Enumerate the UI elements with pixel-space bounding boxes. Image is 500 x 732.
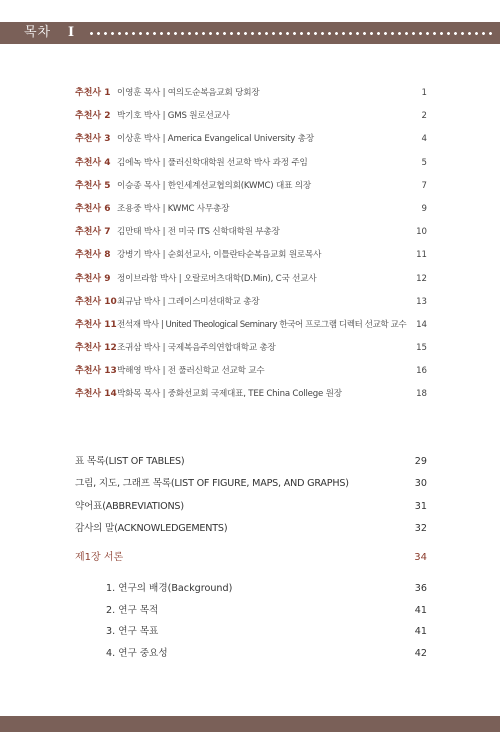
toc-row[interactable] bbox=[75, 621, 427, 643]
toc-text: 약어표(ABBREVIATIONS) bbox=[75, 500, 184, 512]
page-number: 7 bbox=[421, 180, 427, 191]
recommendation-list bbox=[75, 82, 427, 407]
toc-row[interactable] bbox=[75, 473, 427, 495]
toc-text: 그림, 지도, 그래프 목록(LIST OF FIGURE, MAPS, AND GRAPHS) bbox=[75, 478, 349, 490]
toc-row[interactable] bbox=[75, 337, 427, 360]
page-number: 4 bbox=[421, 134, 427, 145]
rec-text: 전석재 박사 | United Theological Seminary 한국어 프로그램 디렉터 선교학 교수 bbox=[117, 319, 407, 330]
section-title: 3. 연구 목표 bbox=[106, 626, 159, 637]
toc-text: 감사의 말(ACKNOWLEDGEMENTS) bbox=[75, 522, 228, 534]
toc-row[interactable] bbox=[75, 383, 427, 406]
rec-label: 추천사 7 bbox=[75, 227, 111, 238]
front-matter-list bbox=[75, 451, 427, 540]
toc-row[interactable] bbox=[75, 314, 427, 337]
toc-row[interactable] bbox=[75, 518, 427, 540]
section-title: 1. 연구의 배경(Background) bbox=[106, 583, 233, 594]
section-title: 4. 연구 중요성 bbox=[106, 647, 168, 659]
page-number: 2 bbox=[421, 111, 427, 122]
page-number: 12 bbox=[416, 273, 427, 284]
rec-text: 박기호 박사 | GMS 원로선교사 bbox=[117, 111, 230, 122]
toc-row[interactable] bbox=[75, 496, 427, 518]
rec-label: 추천사 14 bbox=[75, 389, 117, 400]
page-number: 29 bbox=[414, 456, 427, 467]
rec-text: 이승종 목사 | 한인세계선교협의회(KWMC) 대표 의장 bbox=[117, 180, 311, 191]
toc-row[interactable] bbox=[75, 291, 427, 314]
rec-text: 이상훈 박사 | America Evangelical University 총장 bbox=[117, 134, 314, 145]
header-bar bbox=[0, 22, 500, 44]
header-numeral: I bbox=[68, 25, 75, 40]
rec-text: 조귀삼 박사 | 국제복음주의연합대학교 총장 bbox=[117, 343, 276, 354]
page-number: 14 bbox=[416, 319, 427, 330]
rec-text: 김에녹 박사 | 풀러신학대학원 선교학 박사 과정 주임 bbox=[117, 157, 308, 168]
page-number: 18 bbox=[416, 389, 427, 400]
rec-label: 추천사 1 bbox=[75, 88, 111, 98]
rec-text: 정이브라함 박사 | 오랄로버츠대학(D.Min), C국 선교사 bbox=[117, 273, 317, 284]
page-number: 9 bbox=[421, 203, 427, 214]
rec-label: 추천사 3 bbox=[75, 134, 111, 145]
page-number: 10 bbox=[416, 227, 427, 238]
rec-label: 추천사 10 bbox=[75, 296, 117, 307]
page-number: 15 bbox=[416, 343, 427, 354]
header-dotted-line bbox=[88, 32, 492, 35]
toc-row[interactable] bbox=[75, 152, 427, 175]
page-number: 34 bbox=[414, 552, 427, 563]
toc-text: 표 목록(LIST OF TABLES) bbox=[75, 456, 185, 467]
toc-row[interactable] bbox=[75, 198, 427, 221]
page-number: 42 bbox=[414, 647, 427, 659]
footer-bar bbox=[0, 716, 500, 732]
rec-text: 최규남 박사 | 그레이스미션대학교 총장 bbox=[117, 296, 260, 307]
rec-label: 추천사 6 bbox=[75, 203, 111, 214]
page-number: 31 bbox=[414, 500, 427, 512]
rec-label: 추천사 8 bbox=[75, 250, 111, 261]
toc-row[interactable] bbox=[75, 600, 427, 622]
page-number: 30 bbox=[414, 478, 427, 490]
toc-row[interactable] bbox=[75, 268, 427, 291]
section-list bbox=[75, 578, 427, 664]
page-number: 13 bbox=[416, 296, 427, 307]
rec-text: 이영훈 목사 | 여의도순복음교회 당회장 bbox=[117, 88, 260, 98]
rec-text: 조용중 박사 | KWMC 사무총장 bbox=[117, 203, 230, 214]
toc-row[interactable] bbox=[75, 221, 427, 244]
rec-label: 추천사 11 bbox=[75, 319, 117, 330]
rec-label: 추천사 2 bbox=[75, 111, 111, 122]
page-number: 41 bbox=[414, 604, 427, 616]
toc-row[interactable] bbox=[75, 105, 427, 128]
toc-row[interactable] bbox=[75, 643, 427, 665]
page-number: 32 bbox=[414, 522, 427, 534]
rec-text: 박해영 박사 | 전 풀러신학교 선교학 교수 bbox=[117, 366, 265, 377]
rec-label: 추천사 12 bbox=[75, 343, 117, 354]
page-number: 16 bbox=[416, 366, 427, 377]
page-number: 41 bbox=[414, 626, 427, 637]
page-number: 36 bbox=[414, 583, 427, 594]
section-title: 2. 연구 목적 bbox=[106, 604, 159, 616]
chapter-heading[interactable] bbox=[75, 547, 427, 569]
page-number: 5 bbox=[421, 157, 427, 168]
header-title: 목차 bbox=[24, 25, 52, 40]
rec-label: 추천사 13 bbox=[75, 366, 117, 377]
toc-row[interactable] bbox=[75, 578, 427, 600]
toc-row[interactable] bbox=[75, 175, 427, 198]
toc-row[interactable] bbox=[75, 82, 427, 105]
page-number: 1 bbox=[421, 88, 427, 98]
rec-label: 추천사 5 bbox=[75, 180, 111, 191]
rec-text: 박화목 목사 | 중화선교회 국제대표, TEE China College 원장 bbox=[117, 389, 342, 400]
toc-row[interactable] bbox=[75, 360, 427, 383]
rec-text: 김만태 박사 | 전 미국 ITS 신학대학원 부총장 bbox=[117, 227, 280, 238]
toc-row[interactable] bbox=[75, 244, 427, 267]
page-number: 11 bbox=[416, 250, 427, 261]
rec-text: 강병기 박사 | 순회선교사, 이틀란타순복음교회 원로목사 bbox=[117, 250, 322, 261]
rec-label: 추천사 9 bbox=[75, 273, 111, 284]
chapter-title: 제1장 서론 bbox=[75, 552, 124, 563]
rec-label: 추천사 4 bbox=[75, 157, 111, 168]
toc-row[interactable] bbox=[75, 128, 427, 151]
toc-row[interactable] bbox=[75, 451, 427, 473]
